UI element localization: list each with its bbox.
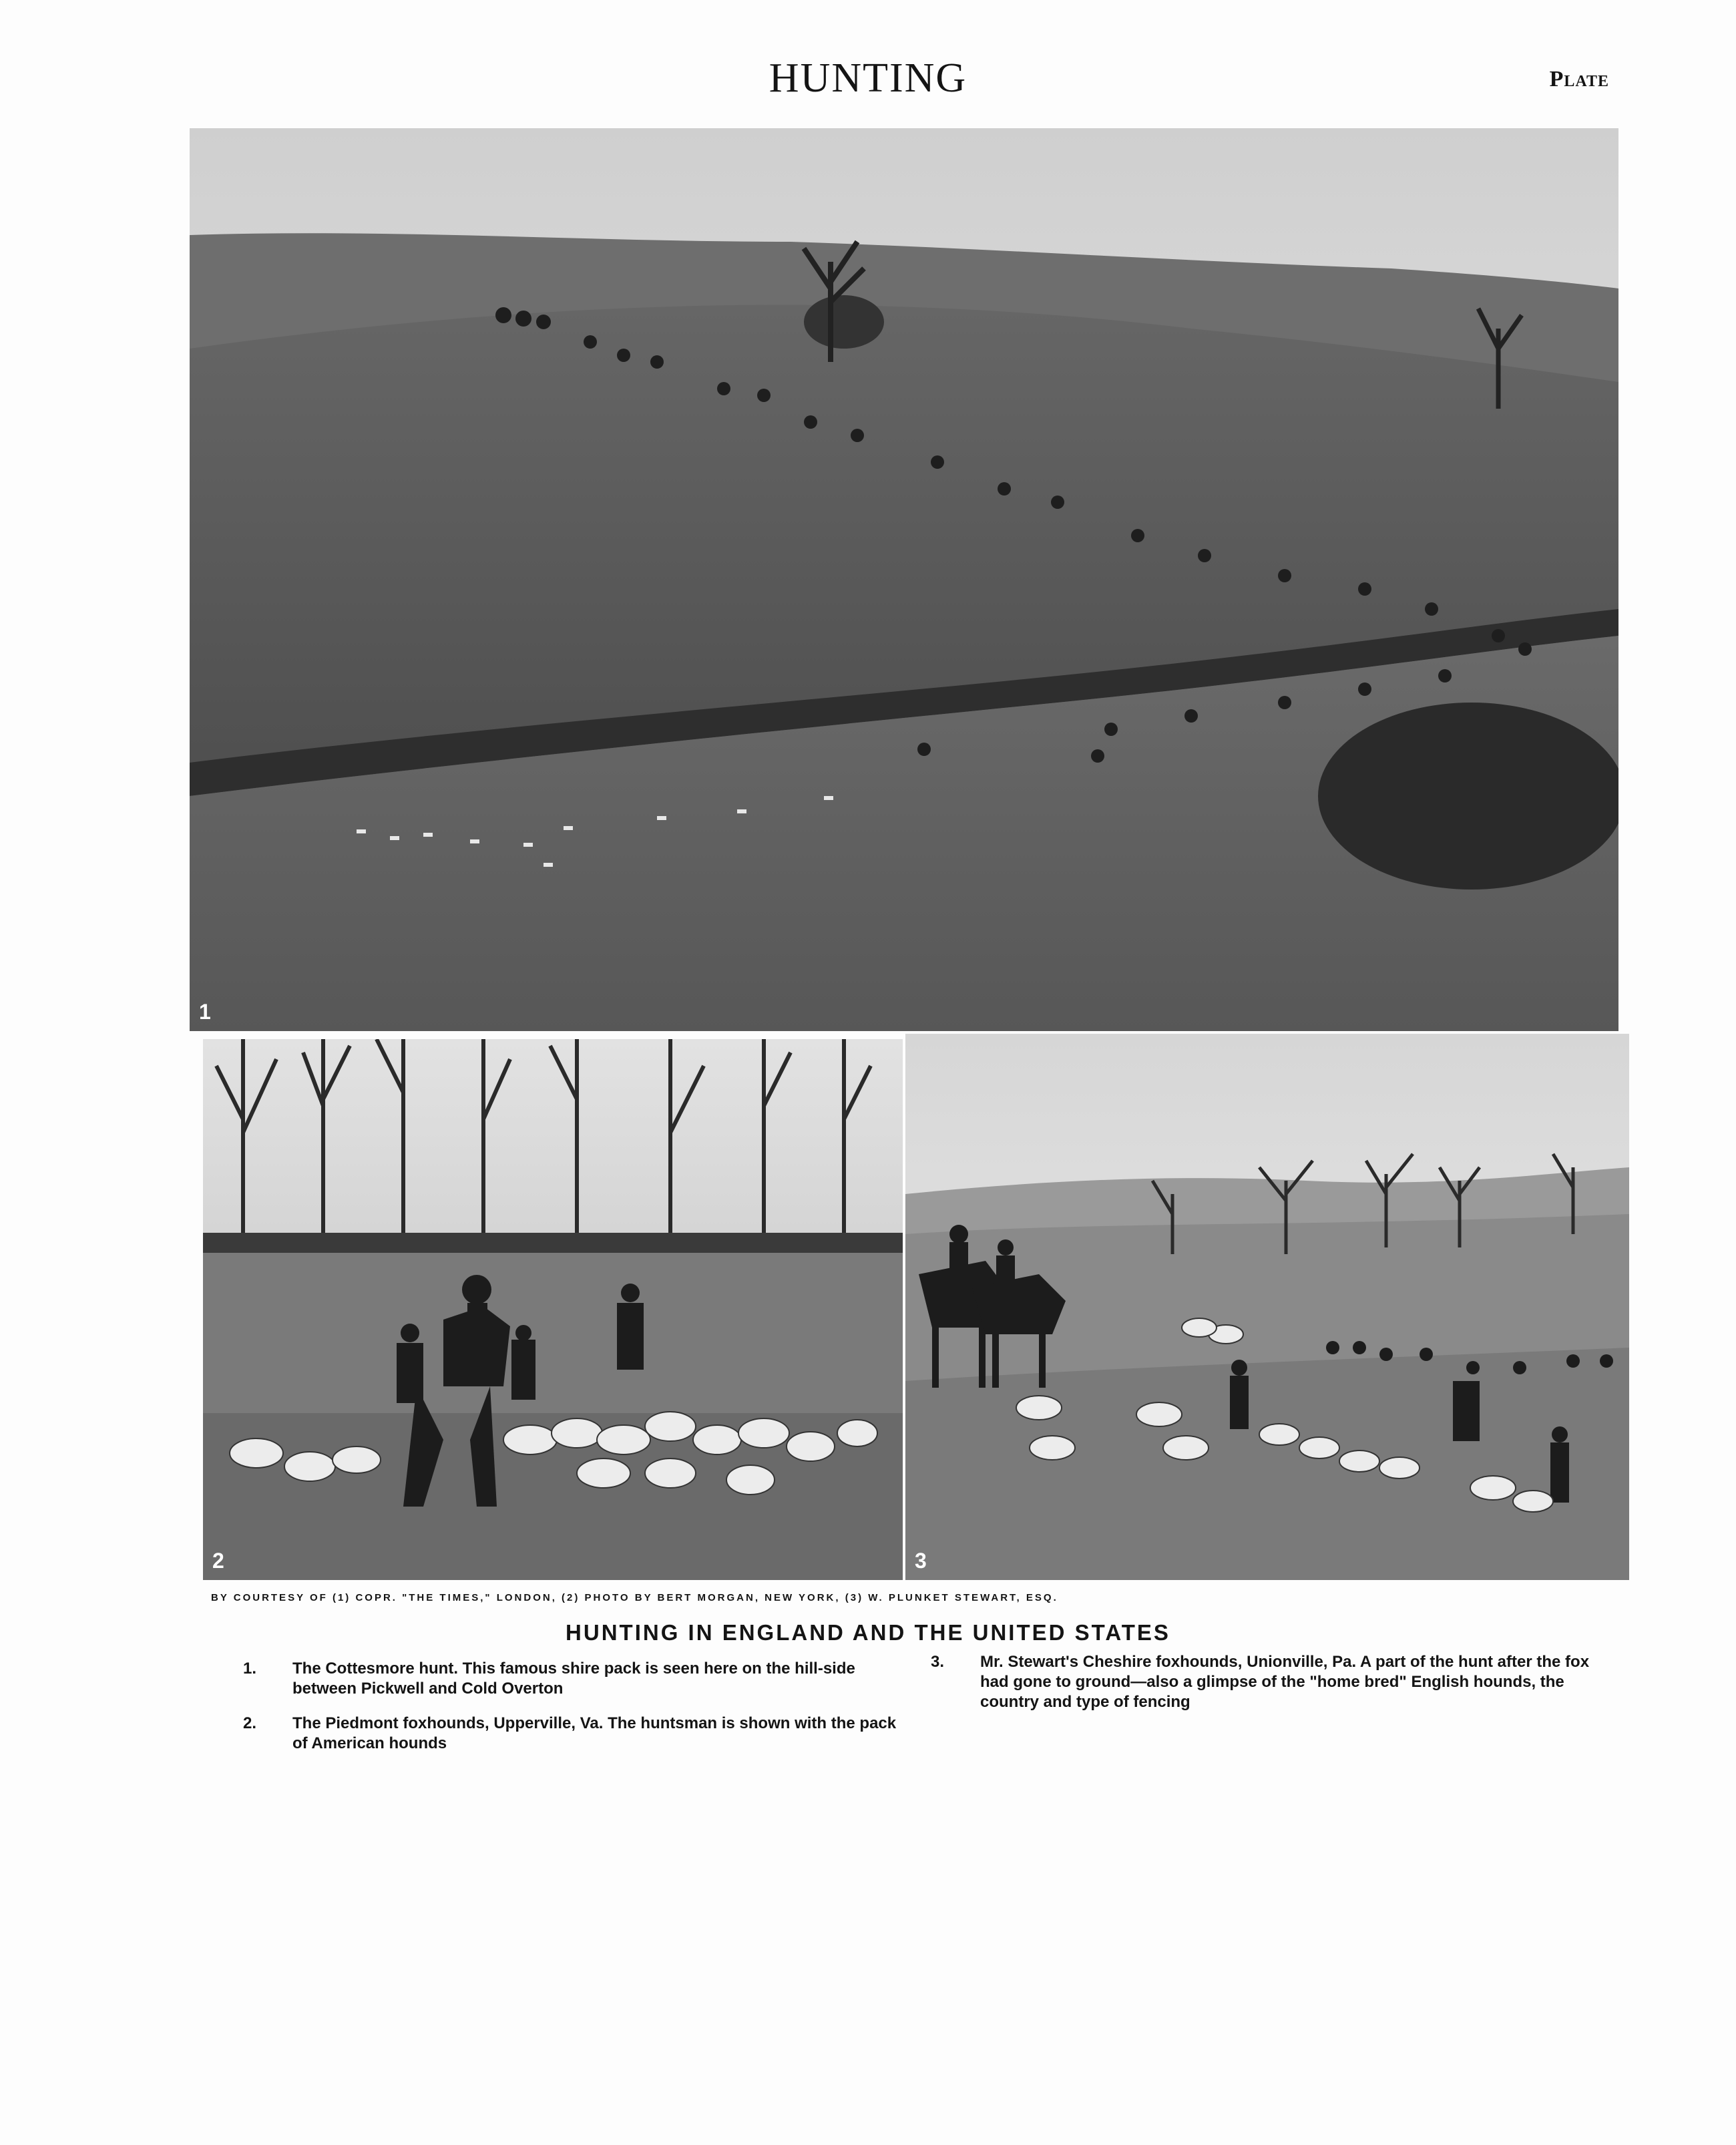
photo-cheshire-foxhounds — [905, 1034, 1629, 1580]
photo-number: 3 — [915, 1549, 927, 1573]
plate-heading: HUNTING IN ENGLAND AND THE UNITED STATES — [566, 1620, 1170, 1645]
caption-column-left — [243, 1659, 897, 1768]
photo-credit-line: BY COURTESY OF (1) COPR. "THE TIMES," LONDON, (2) PHOTO BY BERT MORGAN, NEW YORK, (3) W. PLUNKET STEWART, ESQ. — [211, 1592, 1058, 1603]
caption-text: The Cottesmore hunt. This famous shire pack is seen here on the hill-side between Pickwell and Cold Overton — [292, 1660, 855, 1698]
photo-cottesmore-hunt — [190, 128, 1618, 1031]
photo-number: 1 — [199, 1000, 211, 1024]
huntsman-with-hounds-image — [203, 1039, 903, 1580]
hunt-in-valley-image — [905, 1034, 1629, 1580]
plate-label: Plate — [1549, 67, 1609, 91]
caption-item — [243, 1714, 897, 1754]
caption-text: The Piedmont foxhounds, Upperville, Va. The huntsman is shown with the pack of American hounds — [292, 1714, 897, 1752]
caption-item — [243, 1659, 897, 1699]
hillside-landscape-image — [190, 128, 1618, 1031]
caption-item — [931, 1652, 1598, 1712]
page-title: HUNTING — [769, 55, 967, 101]
caption-text: Mr. Stewart's Cheshire foxhounds, Unionville, Pa. A part of the hunt after the fox had gone to ground—also a glimpse of the "home bred" English hounds, the country and type of fencing — [980, 1653, 1590, 1711]
caption-number: 1. — [243, 1660, 257, 1678]
caption-number: 3. — [931, 1653, 945, 1671]
photo-piedmont-foxhounds — [203, 1039, 903, 1580]
caption-number: 2. — [243, 1714, 257, 1732]
photo-number: 2 — [212, 1549, 224, 1573]
caption-column-right — [931, 1652, 1598, 1727]
